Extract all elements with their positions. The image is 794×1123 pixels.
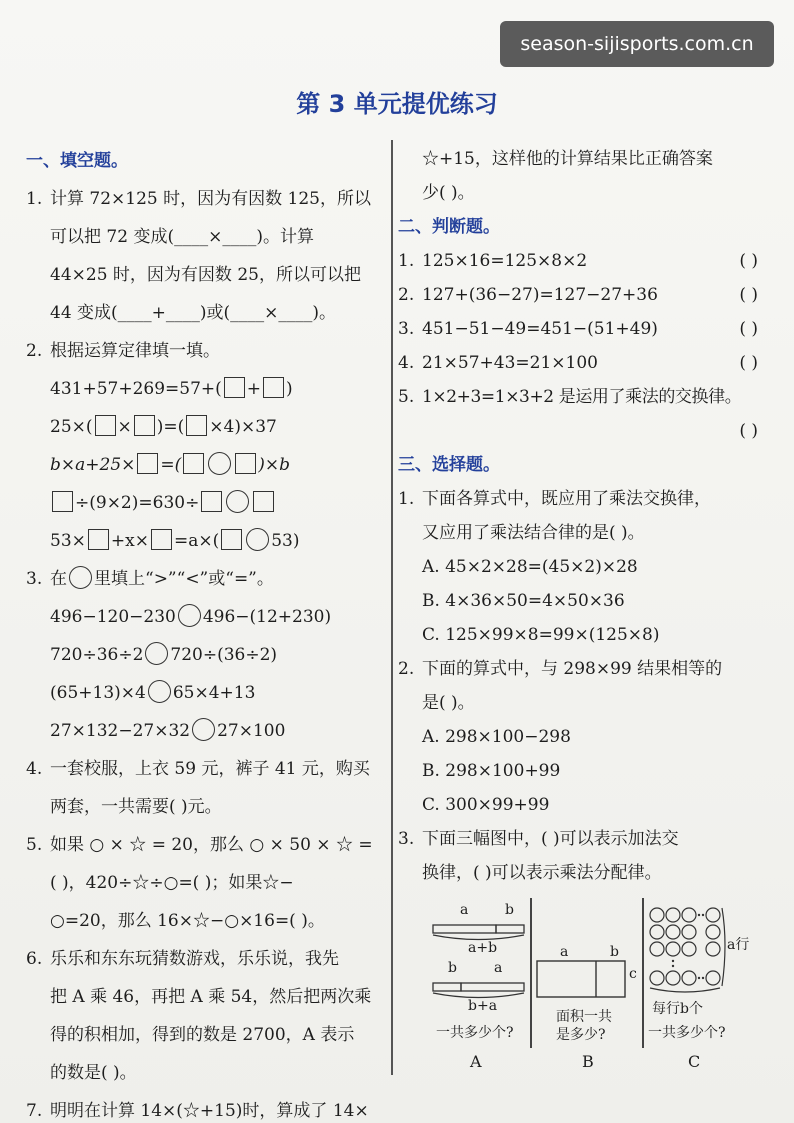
question-text: 两套，一共需要( )元。 (50, 797, 222, 817)
question-number: 7. (26, 1101, 43, 1121)
question-5 (26, 826, 384, 940)
tf-item-5 (398, 380, 770, 414)
question-text: 的数是( )。 (50, 1063, 137, 1083)
question-text: 里填上“>”“<”或“=”。 (94, 569, 274, 589)
answer-box[interactable] (186, 415, 207, 436)
figure-question: 面积一共 (556, 1009, 612, 1025)
equation-text: 53× (50, 531, 86, 551)
question-text: 是( )。 (422, 693, 475, 713)
equation-text: 496−120−230 (50, 607, 176, 627)
equation-text: =a×( (173, 531, 220, 551)
answer-blank[interactable]: ____×____ (174, 227, 257, 247)
figure-separator (530, 898, 532, 1048)
choice-question-2 (398, 652, 770, 822)
page-title: 第 3 单元提优练习 (296, 90, 498, 118)
option-c[interactable]: C. 300×99+99 (422, 795, 550, 815)
right-column (398, 142, 770, 890)
equation-text: =( (160, 455, 182, 475)
question-text: 把 A 乘 46，再把 A 乘 54，然后把两次乘 (50, 987, 372, 1007)
label-a: a (560, 944, 569, 960)
choice-question-1 (398, 482, 770, 652)
figures-area (430, 898, 770, 1078)
figure-separator (642, 898, 644, 1048)
compare-circle[interactable] (148, 680, 171, 703)
equation-text: 720÷(36÷2) (170, 645, 278, 665)
equation-text: b×a+25× (50, 455, 136, 475)
equation-text: ÷(9×2)=630÷ (75, 493, 200, 513)
question-text: 换律，( )可以表示乘法分配律。 (422, 863, 662, 883)
question-number: 1. (398, 251, 415, 271)
answer-box[interactable] (201, 491, 222, 512)
equation-text: 53) (271, 531, 300, 551)
equation-text: 27×132−27×32 (50, 721, 191, 741)
label-a-plus-b: a+b (468, 940, 498, 956)
question-text: 下面的算式中，与 298×99 结果相等的 (422, 659, 723, 679)
question-number: 3. (398, 319, 415, 339)
left-column (26, 142, 384, 1123)
tf-item-3 (398, 312, 770, 346)
label-b-plus-a: b+a (468, 998, 498, 1014)
question-text: 125×16=125×8×2 (422, 251, 588, 271)
question-text: 如果 ○ × ☆ = 20，那么 ○ × 50 × ☆ = (50, 835, 373, 855)
figure-question: 是多少? (556, 1027, 606, 1043)
question-number: 1. (398, 489, 415, 509)
figure-question: 一共多少个? (648, 1025, 726, 1041)
compare-circle[interactable] (178, 604, 201, 627)
option-b[interactable]: B. 4×36×50=4×50×36 (422, 591, 625, 611)
bar-diagram-ba (430, 978, 530, 1000)
question-text: 下面各算式中，既应用了乘法交换律， (422, 489, 711, 509)
label-b: b (448, 960, 457, 976)
answer-box[interactable] (151, 529, 172, 550)
question-number: 6. (26, 949, 43, 969)
question-1 (26, 180, 384, 332)
question-text: 计算 72×125 时，因为有因数 125，所以 (50, 189, 371, 209)
question-text: 下面三幅图中，( )可以表示加法交 (422, 829, 679, 849)
figure-question: 一共多少个? (436, 1025, 514, 1041)
section-fill-blank-heading: 一、填空题。 (26, 151, 128, 171)
question-text: 明明在计算 14×(☆+15)时，算成了 14× (50, 1101, 369, 1121)
question-number: 5. (26, 835, 43, 855)
compare-circle[interactable] (192, 718, 215, 741)
question-text: 127+(36−27)=127−27+36 (422, 285, 658, 305)
answer-box[interactable] (253, 491, 274, 512)
answer-parentheses[interactable]: ( ) (739, 353, 758, 373)
equation-text: )×b (258, 455, 291, 475)
equation-text: × (117, 417, 132, 437)
question-number: 5. (398, 387, 415, 407)
figure-label: A (470, 1052, 482, 1071)
circle-grid (648, 906, 728, 998)
tf-item-4 (398, 346, 770, 380)
section-true-false-heading: 二、判断题。 (398, 217, 500, 237)
answer-parentheses[interactable]: ( ) (739, 251, 758, 271)
question-text: 一套校服，上衣 59 元，裤子 41 元，购买 (50, 759, 370, 779)
question-number: 2. (398, 285, 415, 305)
question-number: 2. (398, 659, 415, 679)
section-choice-heading: 三、选择题。 (398, 455, 500, 475)
question-number: 1. (26, 189, 43, 209)
answer-box[interactable] (52, 491, 73, 512)
question-text: ( )，420÷☆÷○=( )；如果☆− (50, 873, 294, 893)
tf-item-5-answer (398, 414, 770, 448)
answer-circle[interactable] (226, 490, 249, 513)
compare-circle[interactable] (145, 642, 168, 665)
label-c: c (629, 966, 637, 982)
equation-text: ) (286, 379, 293, 399)
question-3 (26, 560, 384, 750)
tf-item-1 (398, 244, 770, 278)
question-2 (26, 332, 384, 560)
question-text: )。计算 (256, 227, 314, 247)
question-text: 1×2+3=1×3+2 是运用了乘法的交换律。 (422, 387, 742, 407)
question-text: 得的积相加，得到的数是 2700，A 表示 (50, 1025, 355, 1045)
answer-box[interactable] (263, 377, 284, 398)
equation-text: 720÷36÷2 (50, 645, 144, 665)
answer-parentheses[interactable]: ( ) (739, 421, 758, 441)
equation-text: 496−(12+230) (202, 607, 332, 627)
question-number: 4. (26, 759, 43, 779)
question-text: 44×25 时，因为有因数 25，所以可以把 (50, 265, 361, 285)
answer-circle[interactable] (208, 452, 231, 475)
question-number: 3. (398, 829, 415, 849)
question-number: 2. (26, 341, 43, 361)
equation-text: +x× (110, 531, 149, 551)
figure-label: C (688, 1052, 701, 1071)
tf-item-2 (398, 278, 770, 312)
question-4 (26, 750, 384, 826)
question-number: 3. (26, 569, 43, 589)
answer-box[interactable] (95, 415, 116, 436)
label-a-rows: a行 (727, 937, 750, 953)
answer-parentheses[interactable]: ( ) (739, 319, 758, 339)
equation-text: 65×4+13 (172, 683, 256, 703)
question-7 (26, 1092, 384, 1123)
column-divider (391, 140, 393, 1075)
bar-diagram-ab (430, 920, 530, 942)
watermark: season-sijisports.com.cn (500, 21, 774, 67)
question-7-continued: 少( )。 (422, 183, 475, 203)
question-text: ○=20，那么 16×☆−○×16=( )。 (50, 911, 325, 931)
option-a[interactable]: A. 45×2×28=(45×2)×28 (422, 557, 638, 577)
option-c[interactable]: C. 125×99×8=99×(125×8) (422, 625, 660, 645)
answer-parentheses[interactable]: ( ) (739, 285, 758, 305)
label-a: a (494, 960, 503, 976)
answer-box[interactable] (183, 453, 204, 474)
equation-text: 27×100 (217, 721, 286, 741)
question-text: 21×57+43=21×100 (422, 353, 598, 373)
circle-symbol (69, 566, 92, 589)
choice-question-3 (398, 822, 770, 890)
question-number: 4. (398, 353, 415, 373)
label-b: b (505, 902, 514, 918)
answer-circle[interactable] (246, 528, 269, 551)
label-a: a (460, 902, 469, 918)
answer-box[interactable] (137, 453, 158, 474)
question-text: 可以把 72 变成( (50, 227, 175, 247)
area-rectangle (536, 960, 636, 1000)
equation-text: 431+57+269=57+( (50, 379, 222, 399)
figure-label: B (582, 1052, 594, 1071)
equation-text: ×4)×37 (209, 417, 277, 437)
answer-box[interactable] (221, 529, 242, 550)
label-b: b (610, 944, 619, 960)
answer-box[interactable] (134, 415, 155, 436)
equation-text: + (246, 379, 262, 399)
question-7-continued: ☆+15，这样他的计算结果比正确答案 (422, 149, 713, 169)
question-6 (26, 940, 384, 1092)
label-b-per-row: 每行b个 (652, 1001, 703, 1017)
option-b[interactable]: B. 298×100+99 (422, 761, 561, 781)
answer-box[interactable] (235, 453, 256, 474)
question-text: 乐乐和东东玩猜数游戏，乐乐说，我先 (50, 949, 339, 969)
answer-box[interactable] (224, 377, 245, 398)
question-text: 又应用了乘法结合律的是( )。 (422, 523, 645, 543)
equation-text: (65+13)×4 (50, 683, 146, 703)
question-text: 44 变成(____+____)或(____×____)。 (50, 303, 337, 323)
equation-text: )=( (156, 417, 185, 437)
option-a[interactable]: A. 298×100−298 (422, 727, 571, 747)
question-text: 在 (50, 569, 67, 589)
question-text: 451−51−49=451−(51+49) (422, 319, 658, 339)
question-text: 根据运算定律填一填。 (50, 341, 220, 361)
answer-box[interactable] (88, 529, 109, 550)
equation-text: 25×( (50, 417, 93, 437)
